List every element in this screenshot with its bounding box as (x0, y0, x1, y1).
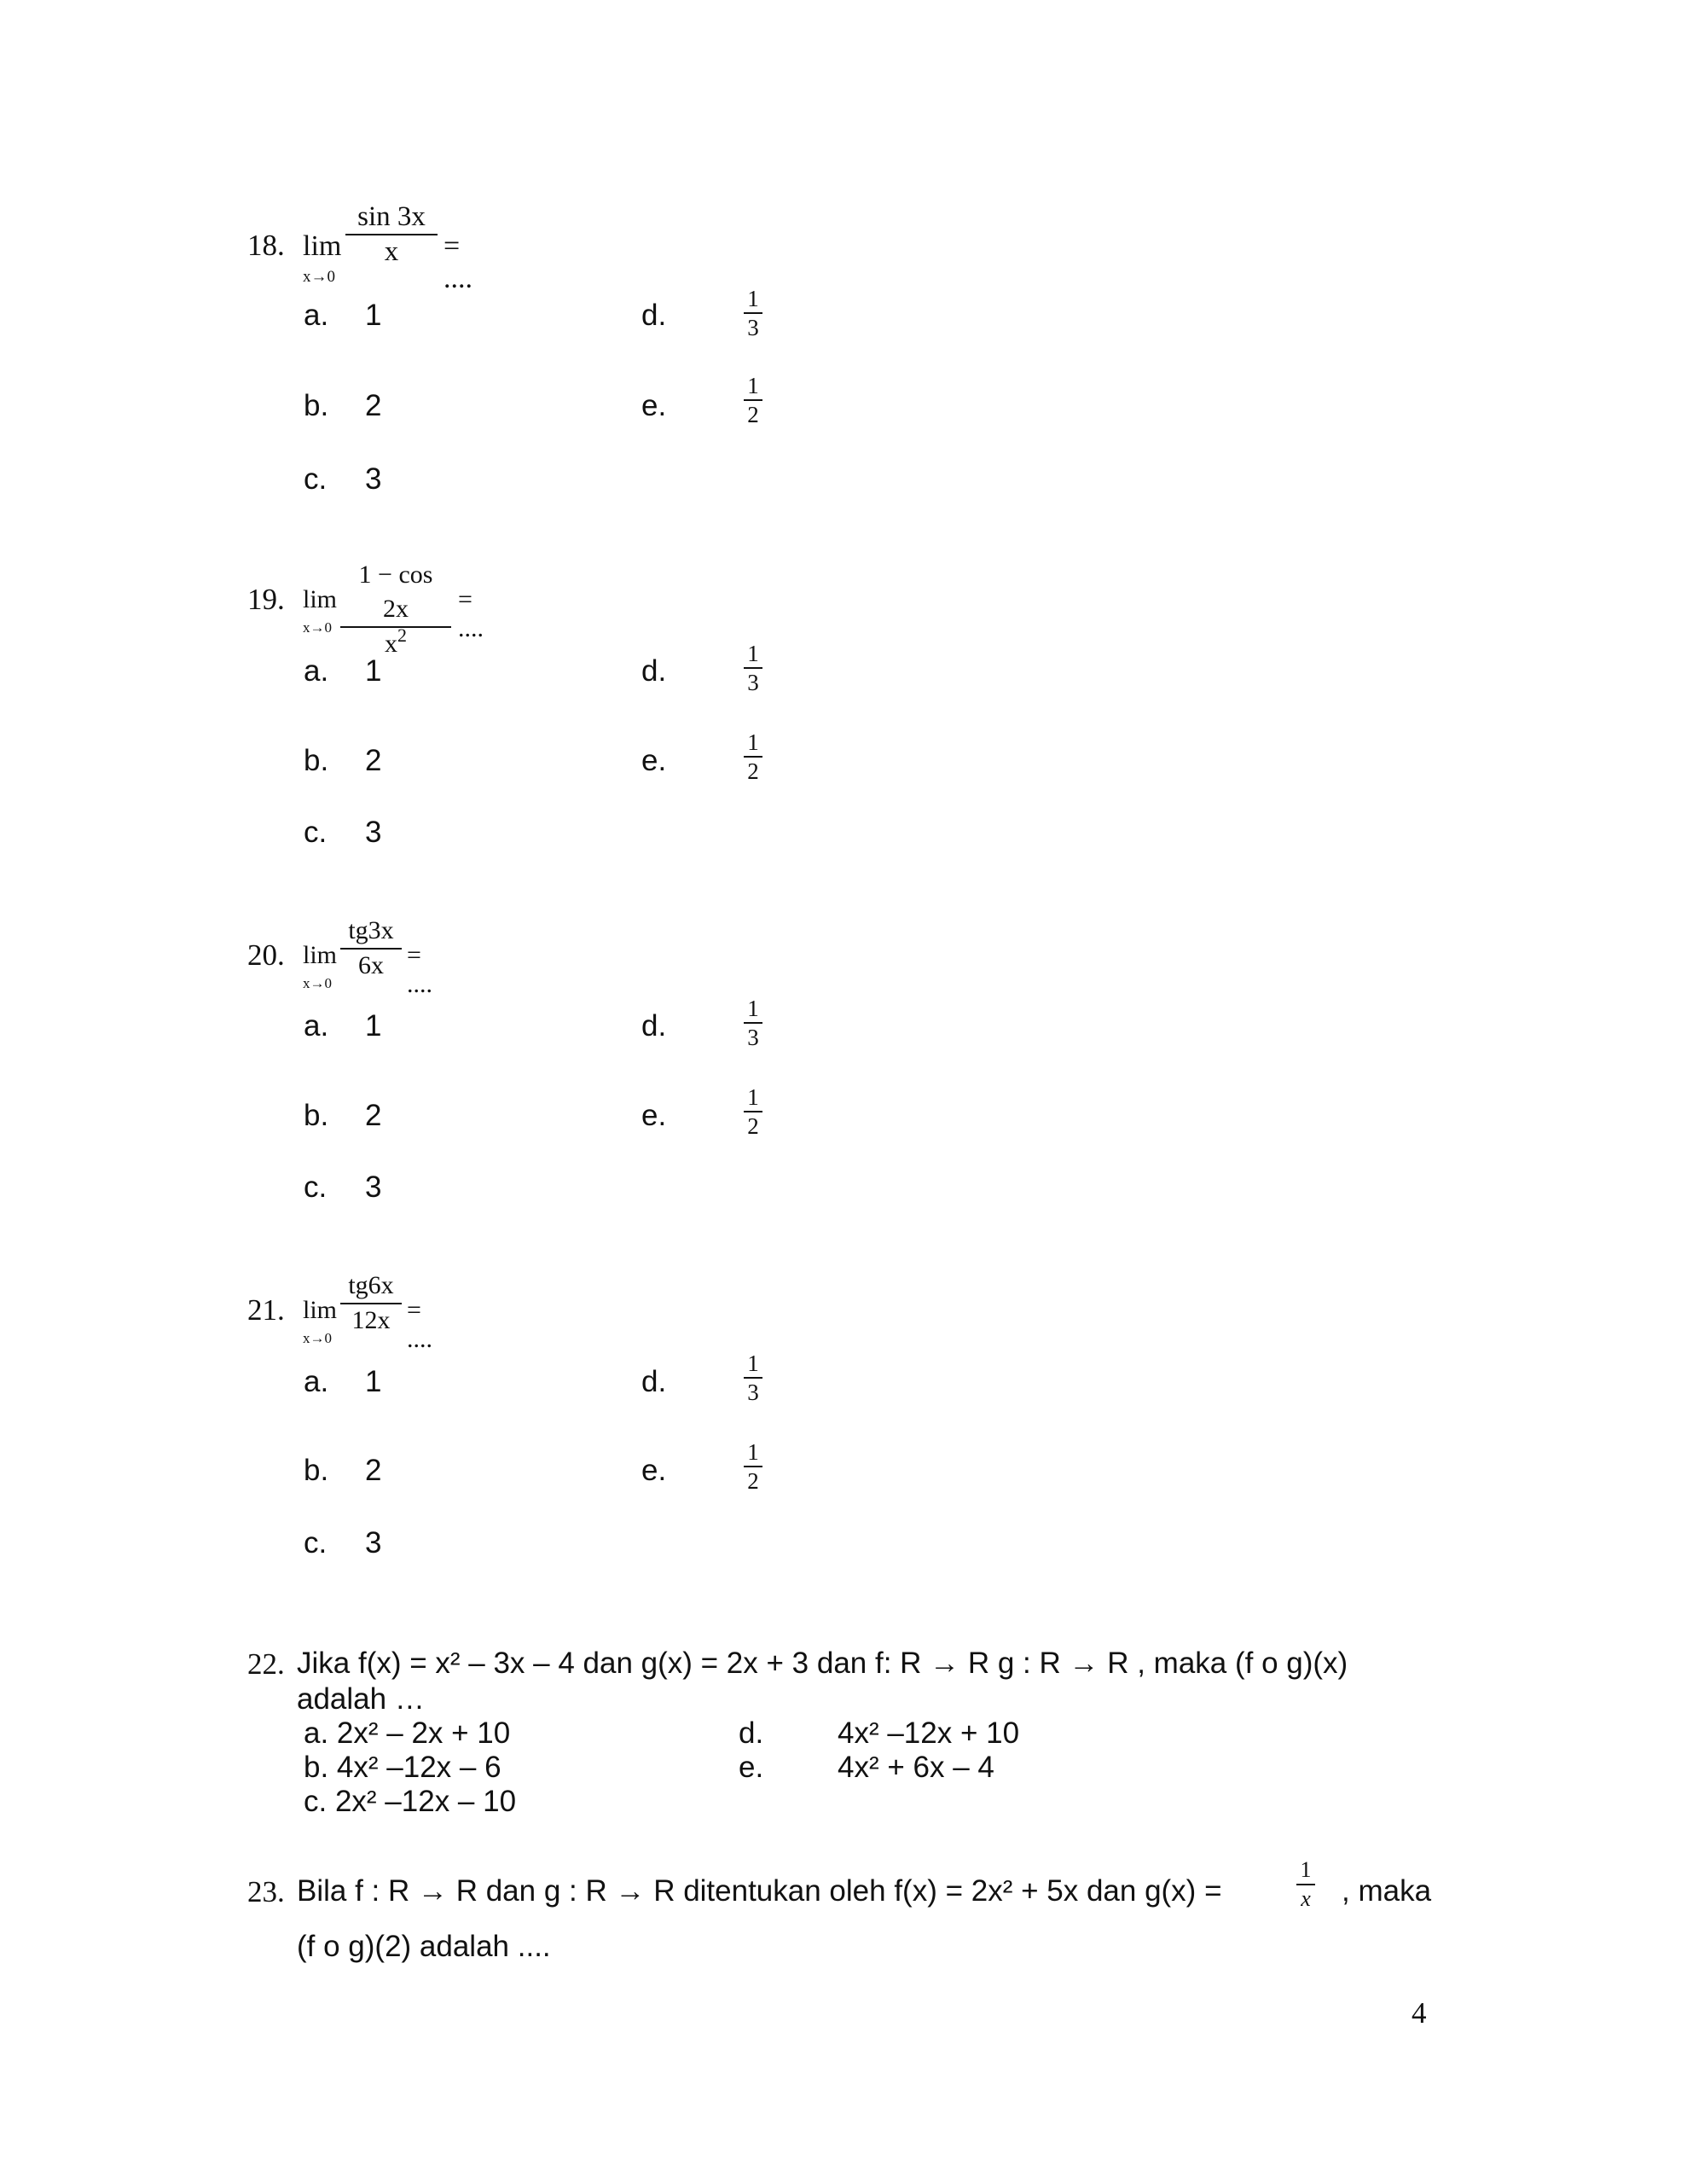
lim-word: lim (303, 585, 338, 613)
numerator: 1 − cos 2x (358, 561, 433, 623)
option-d-label: d. (641, 299, 667, 332)
option-e-label: e. (641, 1454, 667, 1487)
option-b-value: 2 (365, 1454, 382, 1487)
option-c-label: c. (304, 462, 328, 496)
option-c-value: 3 (365, 816, 382, 849)
fraction (345, 200, 438, 268)
option-d-label: d. (739, 1716, 764, 1750)
g-fraction (1296, 1858, 1315, 1911)
question-number: 18. (247, 229, 285, 262)
numerator: sin 3x (357, 201, 426, 232)
option-e-label: e. (641, 744, 667, 777)
option-a-value: 1 (365, 1009, 382, 1043)
denominator: x (384, 236, 399, 267)
denominator: 2 (747, 1468, 759, 1494)
denominator: 2 (747, 1113, 759, 1139)
option-a: a. 2x² – 2x + 10 (304, 1716, 511, 1750)
option-d-label: d. (641, 1009, 667, 1043)
option-b: b. 4x² –12x – 6 (304, 1751, 501, 1784)
lim-word: lim (303, 941, 338, 969)
question-number: 22. (247, 1647, 285, 1681)
numerator: 1 (747, 641, 759, 666)
option-c: c. 2x² –12x – 10 (304, 1785, 517, 1818)
option-a-label: a. (304, 1365, 329, 1398)
option-c-label: c. (304, 1170, 328, 1204)
lim-subscript: x→0 (303, 1330, 332, 1346)
option-b-value: 2 (365, 744, 382, 777)
equals-dots: = .... (407, 941, 432, 998)
lim-word: lim (303, 230, 342, 262)
question-text-line-2: adalah … (297, 1682, 425, 1716)
option-d-label: d. (641, 654, 667, 688)
numerator: 1 (747, 373, 759, 398)
denominator: 2 (747, 402, 759, 427)
option-c-value: 3 (365, 1170, 382, 1204)
option-d-fraction (744, 1351, 762, 1404)
option-e-label: e. (641, 1099, 667, 1132)
numerator: tg6x (348, 1271, 394, 1299)
question-number: 23. (247, 1875, 285, 1908)
option-b-value: 2 (365, 1099, 382, 1132)
denominator: 2 (747, 758, 759, 784)
option-b-value: 2 (365, 389, 382, 422)
option-e-fraction (744, 1085, 762, 1138)
numerator: 1 (1300, 1857, 1312, 1882)
denominator-base: x (385, 630, 397, 658)
option-a-value: 1 (365, 1365, 382, 1398)
option-e-label: e. (739, 1751, 764, 1784)
fraction (340, 1269, 402, 1337)
lim-subscript: x→0 (303, 268, 335, 286)
numerator: tg3x (348, 916, 394, 944)
numerator: 1 (747, 1084, 759, 1110)
option-e-fraction (744, 730, 762, 783)
denominator: 3 (747, 1380, 759, 1405)
numerator: 1 (747, 729, 759, 755)
option-c-value: 3 (365, 1526, 382, 1560)
option-a-label: a. (304, 654, 329, 688)
option-d-fraction (744, 287, 762, 340)
option-d-label: d. (641, 1365, 667, 1398)
option-b-label: b. (304, 1099, 329, 1132)
question-text-part-2: , maka (1342, 1874, 1432, 1908)
exponent: 2 (397, 624, 407, 646)
option-e-label: e. (641, 389, 667, 422)
denominator: 6x (358, 951, 384, 979)
option-a-label: a. (304, 1009, 329, 1043)
numerator: 1 (747, 1350, 759, 1376)
denominator: x (1301, 1886, 1311, 1911)
denominator: 3 (747, 670, 759, 695)
numerator: 1 (747, 996, 759, 1021)
denominator: 12x (351, 1306, 391, 1334)
denominator: 3 (747, 1025, 759, 1050)
denominator: 3 (747, 315, 759, 340)
option-a-value: 1 (365, 299, 382, 332)
denominator (340, 624, 451, 660)
option-c-label: c. (304, 816, 328, 849)
fraction (340, 914, 402, 982)
equals-dots: = .... (407, 1296, 432, 1353)
option-e-fraction (744, 1440, 762, 1493)
option-d-fraction (744, 642, 762, 694)
option-a-value: 1 (365, 654, 382, 688)
option-a-label: a. (304, 299, 329, 332)
question-text-part-1: Bila f : R → R dan g : R → R ditentukan oleh f(x) = 2x² + 5x dan g(x) = (297, 1874, 1222, 1908)
question-text-line-2: (f o g)(2) adalah .... (297, 1930, 551, 1963)
option-d-fraction (744, 996, 762, 1049)
question-number: 19. (247, 583, 285, 616)
option-e-fraction (744, 374, 762, 427)
question-number: 20. (247, 938, 285, 972)
equals-dots: = .... (443, 230, 472, 294)
option-d: 4x² –12x + 10 (838, 1716, 1020, 1750)
question-number: 21. (247, 1293, 285, 1327)
option-b-label: b. (304, 1454, 329, 1487)
equals-dots: = .... (458, 585, 484, 642)
option-c-label: c. (304, 1526, 328, 1560)
lim-word: lim (303, 1296, 338, 1324)
question-text-line-1: Jika f(x) = x² – 3x – 4 dan g(x) = 2x + 3 dan f: R → R g : R → R , maka (f o g)(x) (297, 1647, 1348, 1680)
fraction (340, 558, 451, 660)
numerator: 1 (747, 1439, 759, 1465)
lim-subscript: x→0 (303, 975, 332, 991)
option-e: 4x² + 6x – 4 (838, 1751, 994, 1784)
page-number: 4 (1412, 1996, 1427, 2030)
lim-subscript: x→0 (303, 619, 332, 636)
numerator: 1 (747, 286, 759, 311)
option-b-label: b. (304, 744, 329, 777)
option-b-label: b. (304, 389, 329, 422)
option-c-value: 3 (365, 462, 382, 496)
